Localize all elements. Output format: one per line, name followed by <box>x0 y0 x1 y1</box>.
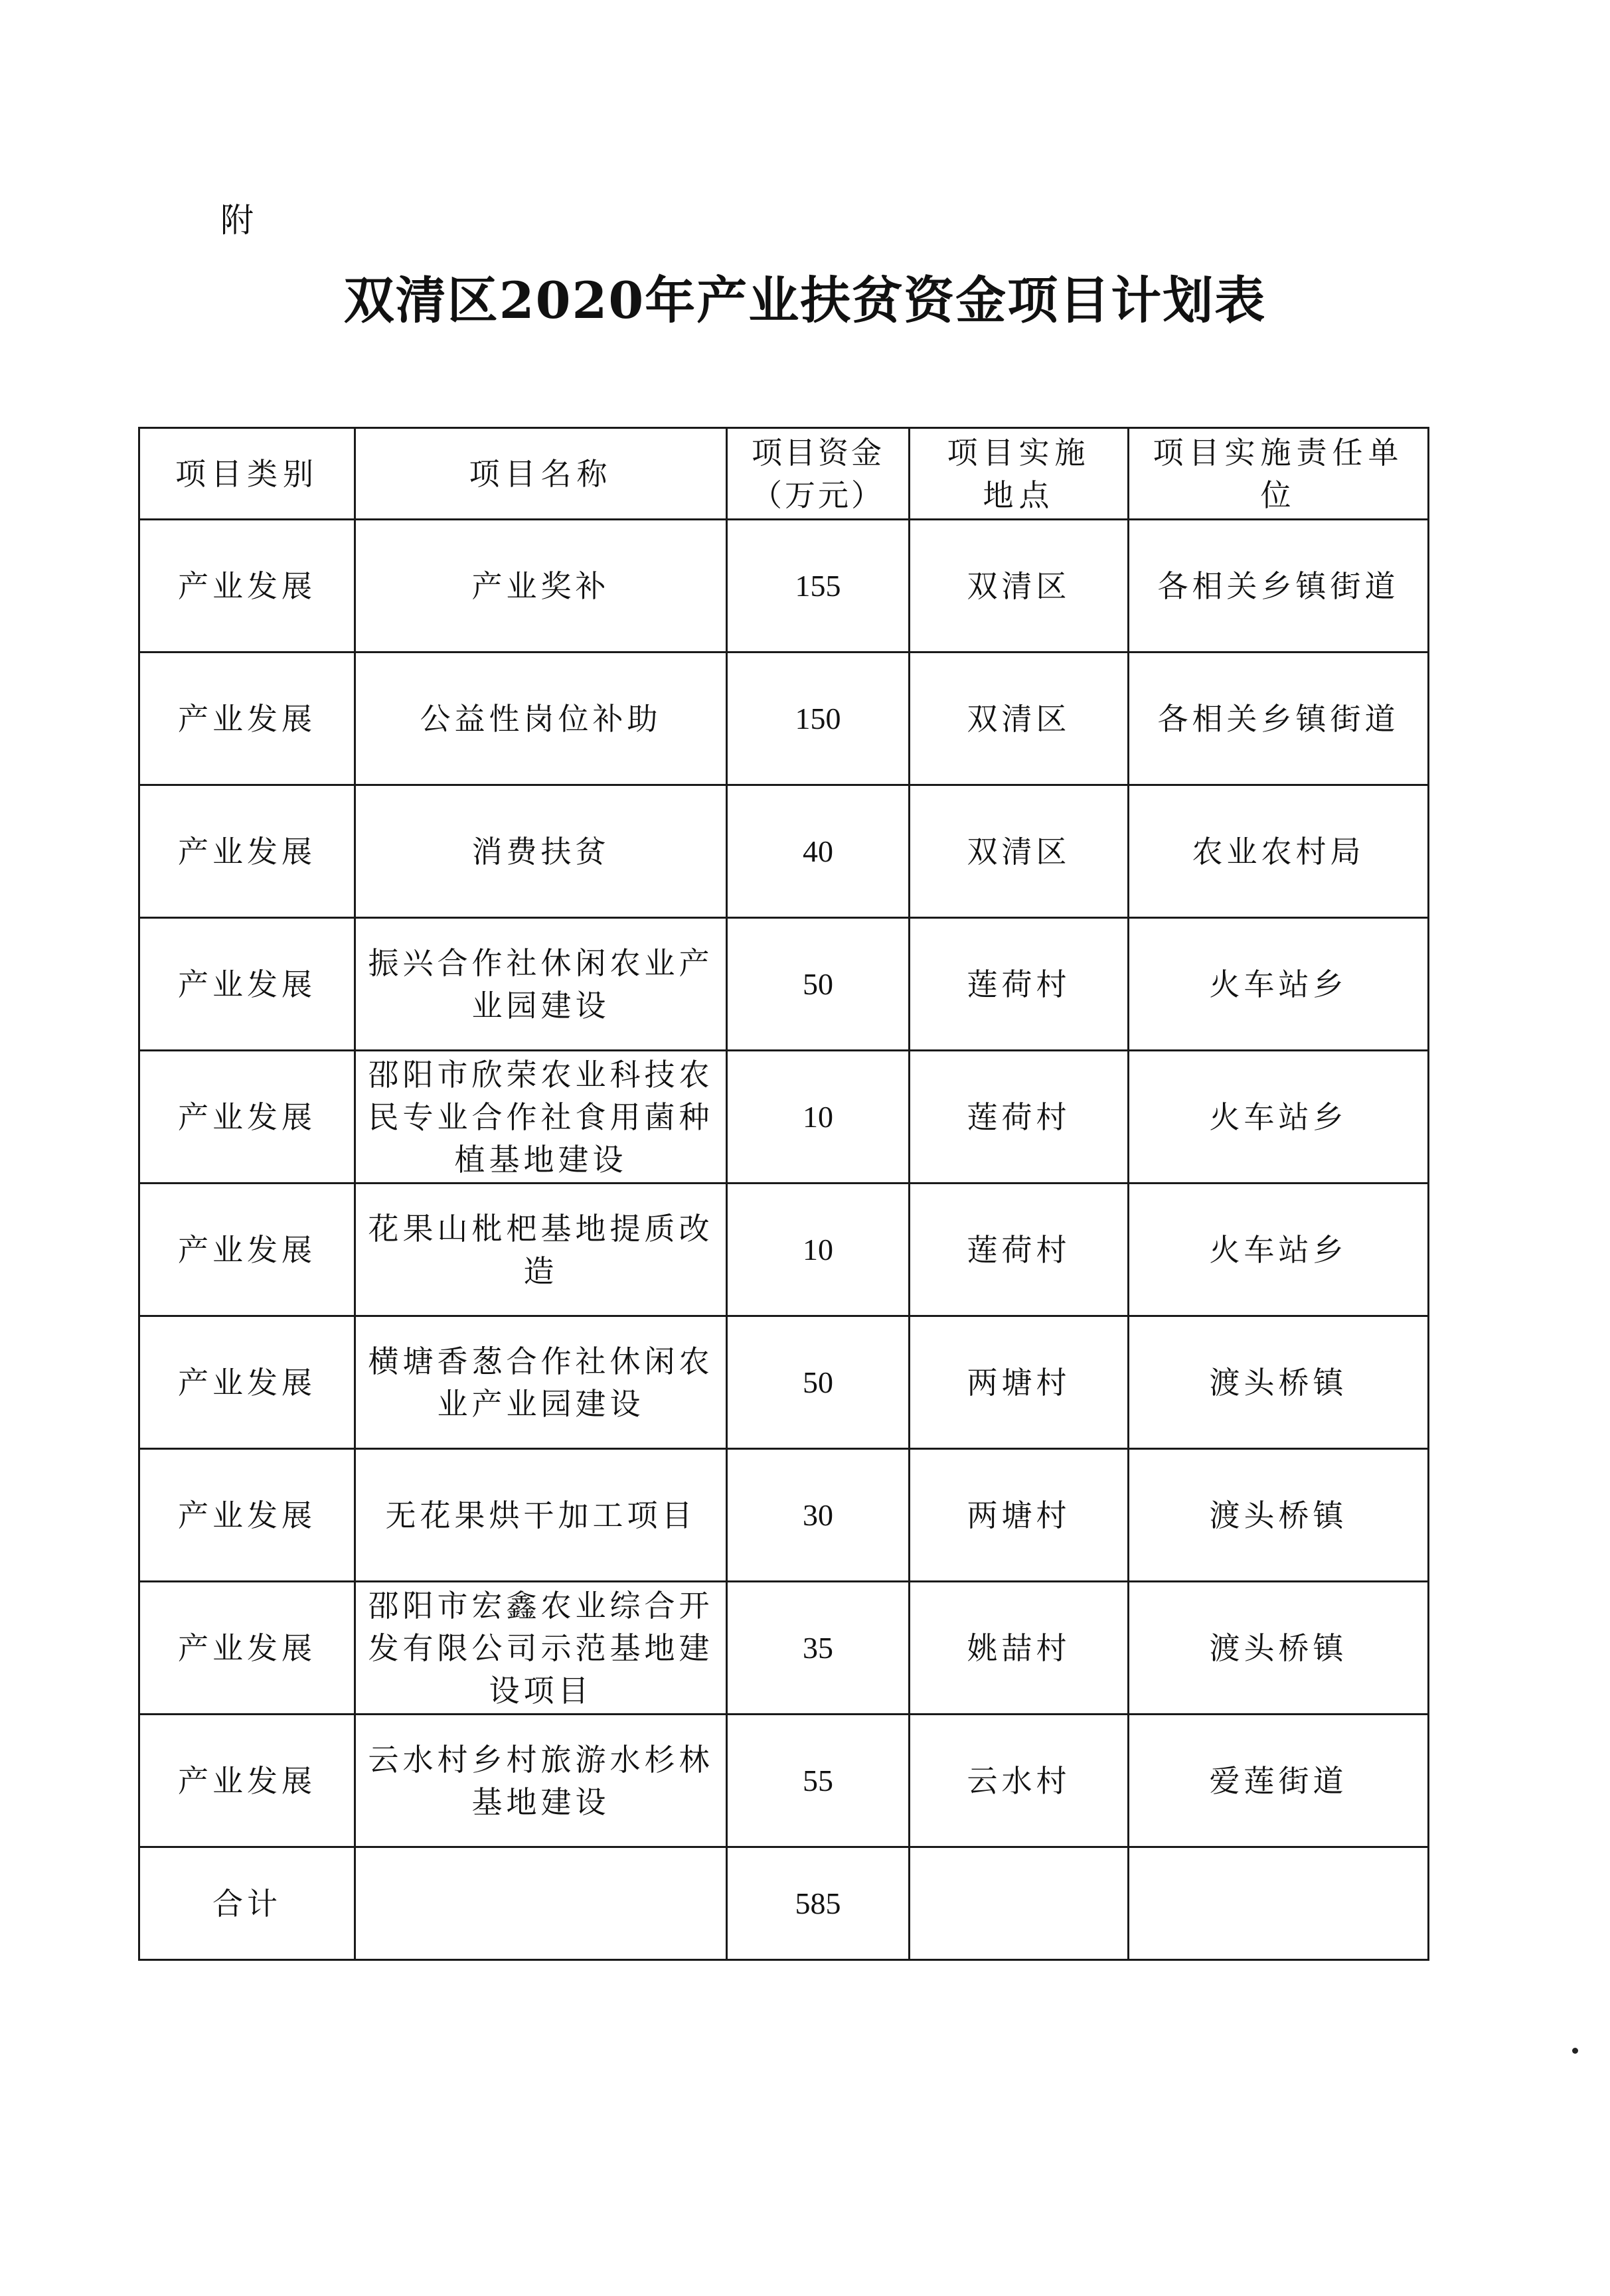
header-location-line1: 项目实施 <box>947 434 1091 471</box>
table-row <box>139 652 1429 785</box>
header-location-line2: 地点 <box>983 477 1055 513</box>
cell-category: 产业发展 <box>139 918 355 1051</box>
table-row <box>139 1582 1429 1715</box>
cell-funds: 10 <box>727 1051 910 1184</box>
cell-name: 振兴合作社休闲农业产业园建设 <box>355 918 727 1051</box>
cell-category: 产业发展 <box>139 1051 355 1184</box>
cell-funds: 30 <box>727 1449 910 1582</box>
cell-category: 产业发展 <box>139 652 355 785</box>
header-name: 项目名称 <box>355 428 727 520</box>
header-unit: 项目实施责任单位 <box>1129 428 1429 520</box>
attachment-label: 附 <box>220 201 255 240</box>
table-row <box>139 918 1429 1051</box>
cell-location: 双清区 <box>910 520 1129 652</box>
cell-funds: 55 <box>727 1715 910 1847</box>
cell-category: 产业发展 <box>139 1449 355 1582</box>
cell-name: 公益性岗位补助 <box>355 652 727 785</box>
cell-name: 横塘香葱合作社休闲农业产业园建设 <box>355 1316 727 1449</box>
cell-name: 邵阳市欣荣农业科技农民专业合作社食用菌种植基地建设 <box>355 1051 727 1184</box>
total-empty-location <box>910 1847 1129 1960</box>
cell-location: 两塘村 <box>910 1316 1129 1449</box>
cell-category: 产业发展 <box>139 1184 355 1316</box>
cell-name: 产业奖补 <box>355 520 727 652</box>
cell-category: 产业发展 <box>139 1316 355 1449</box>
header-funds-line2: （万元） <box>752 477 884 513</box>
cell-category: 产业发展 <box>139 1582 355 1715</box>
cell-name: 花果山枇杷基地提质改造 <box>355 1184 727 1316</box>
cell-location: 双清区 <box>910 652 1129 785</box>
header-funds-line1: 项目资金 <box>752 434 884 471</box>
table-header-row <box>139 428 1429 520</box>
cell-unit: 火车站乡 <box>1129 1184 1429 1316</box>
total-empty-name <box>355 1847 727 1960</box>
cell-funds: 40 <box>727 785 910 918</box>
cell-location: 两塘村 <box>910 1449 1129 1582</box>
cell-funds: 50 <box>727 918 910 1051</box>
scan-speck <box>1572 2048 1578 2054</box>
cell-unit: 渡头桥镇 <box>1129 1582 1429 1715</box>
cell-name: 邵阳市宏鑫农业综合开发有限公司示范基地建设项目 <box>355 1582 727 1715</box>
cell-name: 云水村乡村旅游水杉林基地建设 <box>355 1715 727 1847</box>
cell-unit: 各相关乡镇街道 <box>1129 652 1429 785</box>
cell-location: 云水村 <box>910 1715 1129 1847</box>
total-funds: 585 <box>727 1847 910 1960</box>
cell-unit: 各相关乡镇街道 <box>1129 520 1429 652</box>
cell-unit: 农业农村局 <box>1129 785 1429 918</box>
cell-unit: 火车站乡 <box>1129 918 1429 1051</box>
cell-location: 莲荷村 <box>910 918 1129 1051</box>
cell-unit: 渡头桥镇 <box>1129 1316 1429 1449</box>
cell-funds: 35 <box>727 1582 910 1715</box>
cell-category: 产业发展 <box>139 785 355 918</box>
cell-category: 产业发展 <box>139 1715 355 1847</box>
cell-funds: 155 <box>727 520 910 652</box>
table-row <box>139 1715 1429 1847</box>
cell-funds: 10 <box>727 1184 910 1316</box>
header-location <box>910 428 1129 520</box>
table-row <box>139 1184 1429 1316</box>
project-plan-table <box>138 427 1429 1961</box>
table-row <box>139 1051 1429 1184</box>
document-title: 双清区2020年产业扶贫资金项目计划表 <box>343 271 1267 330</box>
total-empty-unit <box>1129 1847 1429 1960</box>
table-row <box>139 1449 1429 1582</box>
table-row <box>139 785 1429 918</box>
cell-unit: 火车站乡 <box>1129 1051 1429 1184</box>
header-category: 项目类别 <box>139 428 355 520</box>
cell-name: 无花果烘干加工项目 <box>355 1449 727 1582</box>
cell-category: 产业发展 <box>139 520 355 652</box>
cell-funds: 50 <box>727 1316 910 1449</box>
table-row <box>139 1316 1429 1449</box>
cell-location: 姚喆村 <box>910 1582 1129 1715</box>
cell-name: 消费扶贫 <box>355 785 727 918</box>
cell-location: 莲荷村 <box>910 1184 1129 1316</box>
cell-location: 莲荷村 <box>910 1051 1129 1184</box>
cell-unit: 爱莲街道 <box>1129 1715 1429 1847</box>
total-label: 合计 <box>139 1847 355 1960</box>
table-total-row <box>139 1847 1429 1960</box>
cell-unit: 渡头桥镇 <box>1129 1449 1429 1582</box>
cell-location: 双清区 <box>910 785 1129 918</box>
header-funds <box>727 428 910 520</box>
table-row <box>139 520 1429 652</box>
cell-funds: 150 <box>727 652 910 785</box>
